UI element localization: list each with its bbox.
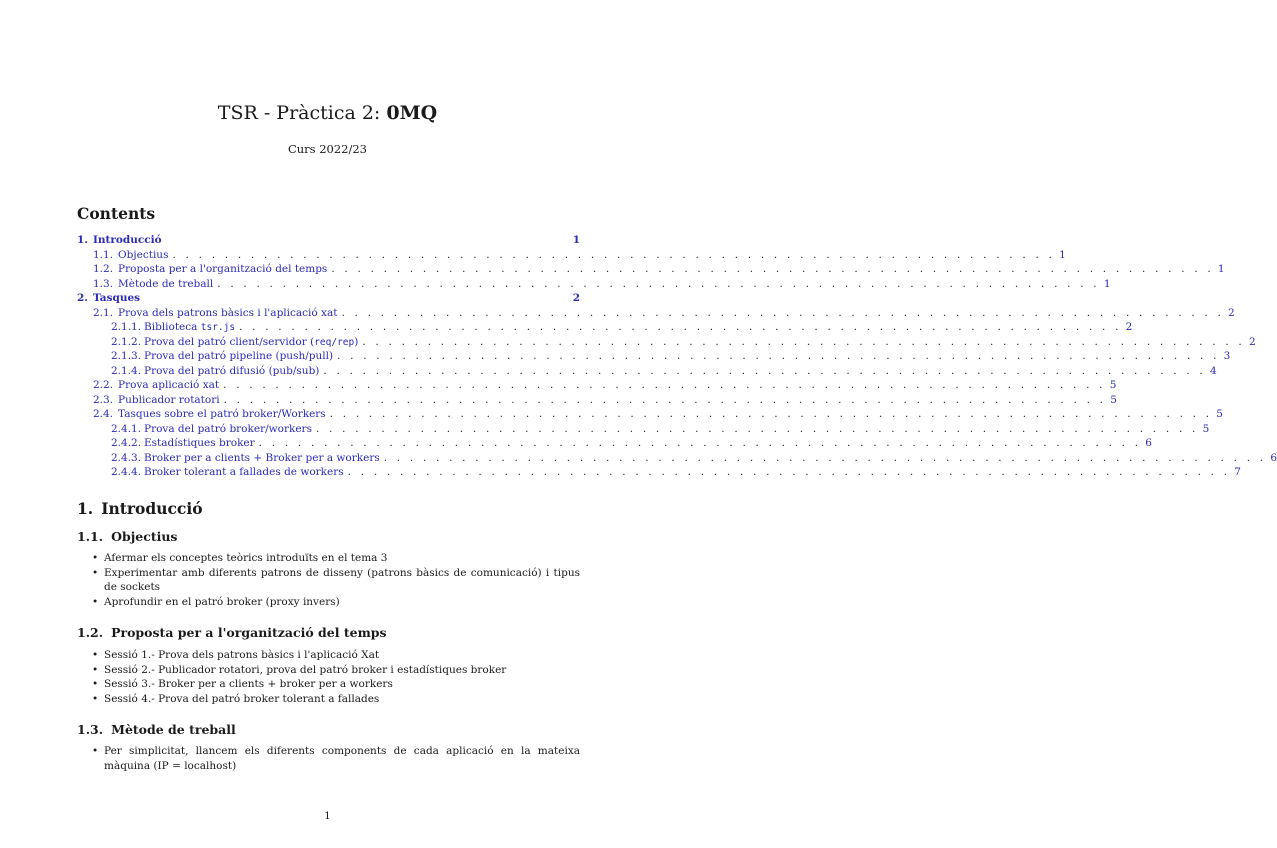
list-item: • Aprofundir en el patró broker (proxy invers) xyxy=(92,595,580,610)
toc-entry[interactable]: 1.3. Mètode de treball . . . . . . . . . . . . . . . . . . . . . . . . . . . . . . . . . . . . . . . . . . . . . . . . . . . . . . . . . . . . . . . . . . . . 1 xyxy=(93,277,1111,290)
toc-leader-dots: . . . . . . . . . . . . . . . . . . . . . . . . . . . . . . . . . . . . . . . . . . . . . . . . . . . . . . . . . . . . . . . . . . . . xyxy=(331,263,1214,275)
course-year: Curs 2022/23 xyxy=(287,142,368,156)
page-number: 1 xyxy=(324,810,331,822)
toc-leader-dots: . . . . . . . . . . . . . . . . . . . . . . . . . . . . . . . . . . . . . . . . . . . . . . . . . . . . . . . . . . . . . . . . . . . . xyxy=(383,451,1267,464)
subsection-heading-organitzacio: 1.2. Proposta per a l'organització del temps xyxy=(77,625,387,640)
toc-leader-dots: . . . . . . . . . . . . . . . . . . . . . . . . . . . . . . . . . . . . . . . . . . . . . . . . . . . . . . . . . . . . . . . . . . . . xyxy=(172,248,1056,261)
toc-entry[interactable]: 1. Introducció 1 xyxy=(77,234,580,246)
toc-leader-dots: . . . . . . . . . . . . . . . . . . . . . . . . . . . . . . . . . . . . . . . . . . . . . . . . . . . . . . . . . . . . . . . . . . . . xyxy=(347,466,1231,478)
organitzacio-list xyxy=(92,648,580,706)
toc-leader-dots: . . . . . . . . . . . . . . . . . . . . . . . . . . . . . . . . . . . . . . . . . . . . . . . . . . . . . . . . . . . . . . . . . . . . xyxy=(258,437,1142,449)
toc-entry[interactable]: 2.4.3. Broker per a clients + Broker per a workers . . . . . . . . . . . . . . . . . . . . . . . . . . . . . . . . . . . . . . . . . . . . . . . . . . . . . . . . . . . . . . . . . . . . 6 xyxy=(111,451,1277,464)
toc-entry[interactable]: 2.1.2. Prova del patró client/servidor (req/rep) . . . . . . . . . . . . . . . . . . . . . . . . . . . . . . . . . . . . . . . . . . . . . . . . . . . . . . . . . . . . . . . . . . . . 2 xyxy=(111,335,1256,348)
list-item: • Sessió 1.- Prova dels patrons bàsics i l'aplicació Xat xyxy=(92,648,580,663)
toc-entry[interactable]: 2.1. Prova dels patrons bàsics i l'aplicació xat . . . . . . . . . . . . . . . . . . . . . . . . . . . . . . . . . . . . . . . . . . . . . . . . . . . . . . . . . . . . . . . . . . . . 2 xyxy=(93,306,1235,319)
toc-entry[interactable]: 2.3. Publicador rotatori . . . . . . . . . . . . . . . . . . . . . . . . . . . . . . . . . . . . . . . . . . . . . . . . . . . . . . . . . . . . . . . . . . . . 5 xyxy=(93,393,1117,406)
list-item: • Afermar els conceptes teòrics introduïts en el tema 3 xyxy=(92,551,580,566)
list-item: • Sessió 3.- Broker per a clients + broker per a workers xyxy=(92,677,580,692)
metode-list xyxy=(92,744,580,773)
toc-entry[interactable]: 2.1.1. Biblioteca tsr.js . . . . . . . . . . . . . . . . . . . . . . . . . . . . . . . . . . . . . . . . . . . . . . . . . . . . . . . . . . . . . . . . . . . . 2 xyxy=(111,321,1133,333)
toc-leader-dots: . . . . . . . . . . . . . . . . . . . . . . . . . . . . . . . . . . . . . . . . . . . . . . . . . . . . . . . . . . . . . . . . . . . . xyxy=(323,364,1206,377)
toc-entry[interactable]: 2.1.3. Prova del patró pipeline (push/pull) . . . . . . . . . . . . . . . . . . . . . . . . . . . . . . . . . . . . . . . . . . . . . . . . . . . . . . . . . . . . . . . . . . . . 3 xyxy=(111,350,1231,362)
toc-leader-dots: . . . . . . . . . . . . . . . . . . . . . . . . . . . . . . . . . . . . . . . . . . . . . . . . . . . . . . . . . . . . . . . . . . . . xyxy=(315,422,1199,435)
list-item: • Sessió 4.- Prova del patró broker tolerant a fallades xyxy=(92,692,580,707)
toc-entry[interactable]: 2. Tasques 2 xyxy=(77,292,580,304)
toc-leader-dots: . . . . . . . . . . . . . . . . . . . . . . . . . . . . . . . . . . . . . . . . . . . . . . . . . . . . . . . . . . . . . . . . . . . . xyxy=(341,306,1225,319)
toc-leader-dots: . . . . . . . . . . . . . . . . . . . . . . . . . . . . . . . . . . . . . . . . . . . . . . . . . . . . . . . . . . . . . . . . . . . . xyxy=(239,321,1122,333)
toc-leader-dots: . . . . . . . . . . . . . . . . . . . . . . . . . . . . . . . . . . . . . . . . . . . . . . . . . . . . . . . . . . . . . . . . . . . . xyxy=(223,379,1106,391)
toc-entry[interactable]: 2.4. Tasques sobre el patró broker/Workers . . . . . . . . . . . . . . . . . . . . . . . . . . . . . . . . . . . . . . . . . . . . . . . . . . . . . . . . . . . . . . . . . . . . 5 xyxy=(93,408,1223,420)
list-item: • Per simplicitat, llancem els diferents components de cada aplicació en la mateixa màquina (IP = localhost) xyxy=(92,744,580,773)
toc-entry[interactable]: 1.2. Proposta per a l'organització del temps . . . . . . . . . . . . . . . . . . . . . . . . . . . . . . . . . . . . . . . . . . . . . . . . . . . . . . . . . . . . . . . . . . . . 1 xyxy=(93,263,1225,275)
list-item: • Experimentar amb diferents patrons de disseny (patrons bàsics de comunicació) i tipus de sockets xyxy=(92,566,580,595)
toc-leader-dots: . . . . . . . . . . . . . . . . . . . . . . . . . . . . . . . . . . . . . . . . . . . . . . . . . . . . . . . . . . . . . . . . . . . . xyxy=(362,335,1245,348)
toc-entry[interactable]: 1.1. Objectius . . . . . . . . . . . . . . . . . . . . . . . . . . . . . . . . . . . . . . . . . . . . . . . . . . . . . . . . . . . . . . . . . . . . 1 xyxy=(93,248,1066,261)
subsection-heading-objectius: 1.1. Objectius xyxy=(77,529,178,544)
contents-heading: Contents xyxy=(77,204,156,223)
section-heading-introduccio: 1. Introducció xyxy=(77,499,203,518)
toc-leader-dots: . . . . . . . . . . . . . . . . . . . . . . . . . . . . . . . . . . . . . . . . . . . . . . . . . . . . . . . . . . . . . . . . . . . . xyxy=(217,277,1100,290)
title-text: TSR - Pràctica 2: xyxy=(217,102,387,124)
toc-entry[interactable]: 2.2. Prova aplicació xat . . . . . . . . . . . . . . . . . . . . . . . . . . . . . . . . . . . . . . . . . . . . . . . . . . . . . . . . . . . . . . . . . . . . 5 xyxy=(93,379,1117,391)
list-item: • Sessió 2.- Publicador rotatori, prova del patró broker i estadístiques broker xyxy=(92,663,580,678)
toc-entry[interactable]: 2.4.2. Estadístiques broker . . . . . . . . . . . . . . . . . . . . . . . . . . . . . . . . . . . . . . . . . . . . . . . . . . . . . . . . . . . . . . . . . . . . 6 xyxy=(111,437,1152,449)
toc-leader-dots: . . . . . . . . . . . . . . . . . . . . . . . . . . . . . . . . . . . . . . . . . . . . . . . . . . . . . . . . . . . . . . . . . . . . xyxy=(337,350,1220,362)
toc-entry[interactable]: 2.1.4. Prova del patró difusió (pub/sub) . . . . . . . . . . . . . . . . . . . . . . . . . . . . . . . . . . . . . . . . . . . . . . . . . . . . . . . . . . . . . . . . . . . . 4 xyxy=(111,364,1217,377)
objectius-list xyxy=(92,551,580,609)
title-bold-text: 0MQ xyxy=(386,102,438,124)
subsection-heading-metode: 1.3. Mètode de treball xyxy=(77,722,236,737)
toc-leader-dots: . . . . . . . . . . . . . . . . . . . . . . . . . . . . . . . . . . . . . . . . . . . . . . . . . . . . . . . . . . . . . . . . . . . . xyxy=(329,408,1213,420)
toc-leader-dots: . . . . . . . . . . . . . . . . . . . . . . . . . . . . . . . . . . . . . . . . . . . . . . . . . . . . . . . . . . . . . . . . . . . . xyxy=(223,393,1107,406)
toc-entry[interactable]: 2.4.1. Prova del patró broker/workers . . . . . . . . . . . . . . . . . . . . . . . . . . . . . . . . . . . . . . . . . . . . . . . . . . . . . . . . . . . . . . . . . . . . 5 xyxy=(111,422,1210,435)
document-title xyxy=(0,101,655,125)
toc-entry[interactable]: 2.4.4. Broker tolerant a fallades de workers . . . . . . . . . . . . . . . . . . . . . . . . . . . . . . . . . . . . . . . . . . . . . . . . . . . . . . . . . . . . . . . . . . . . 7 xyxy=(111,466,1241,478)
